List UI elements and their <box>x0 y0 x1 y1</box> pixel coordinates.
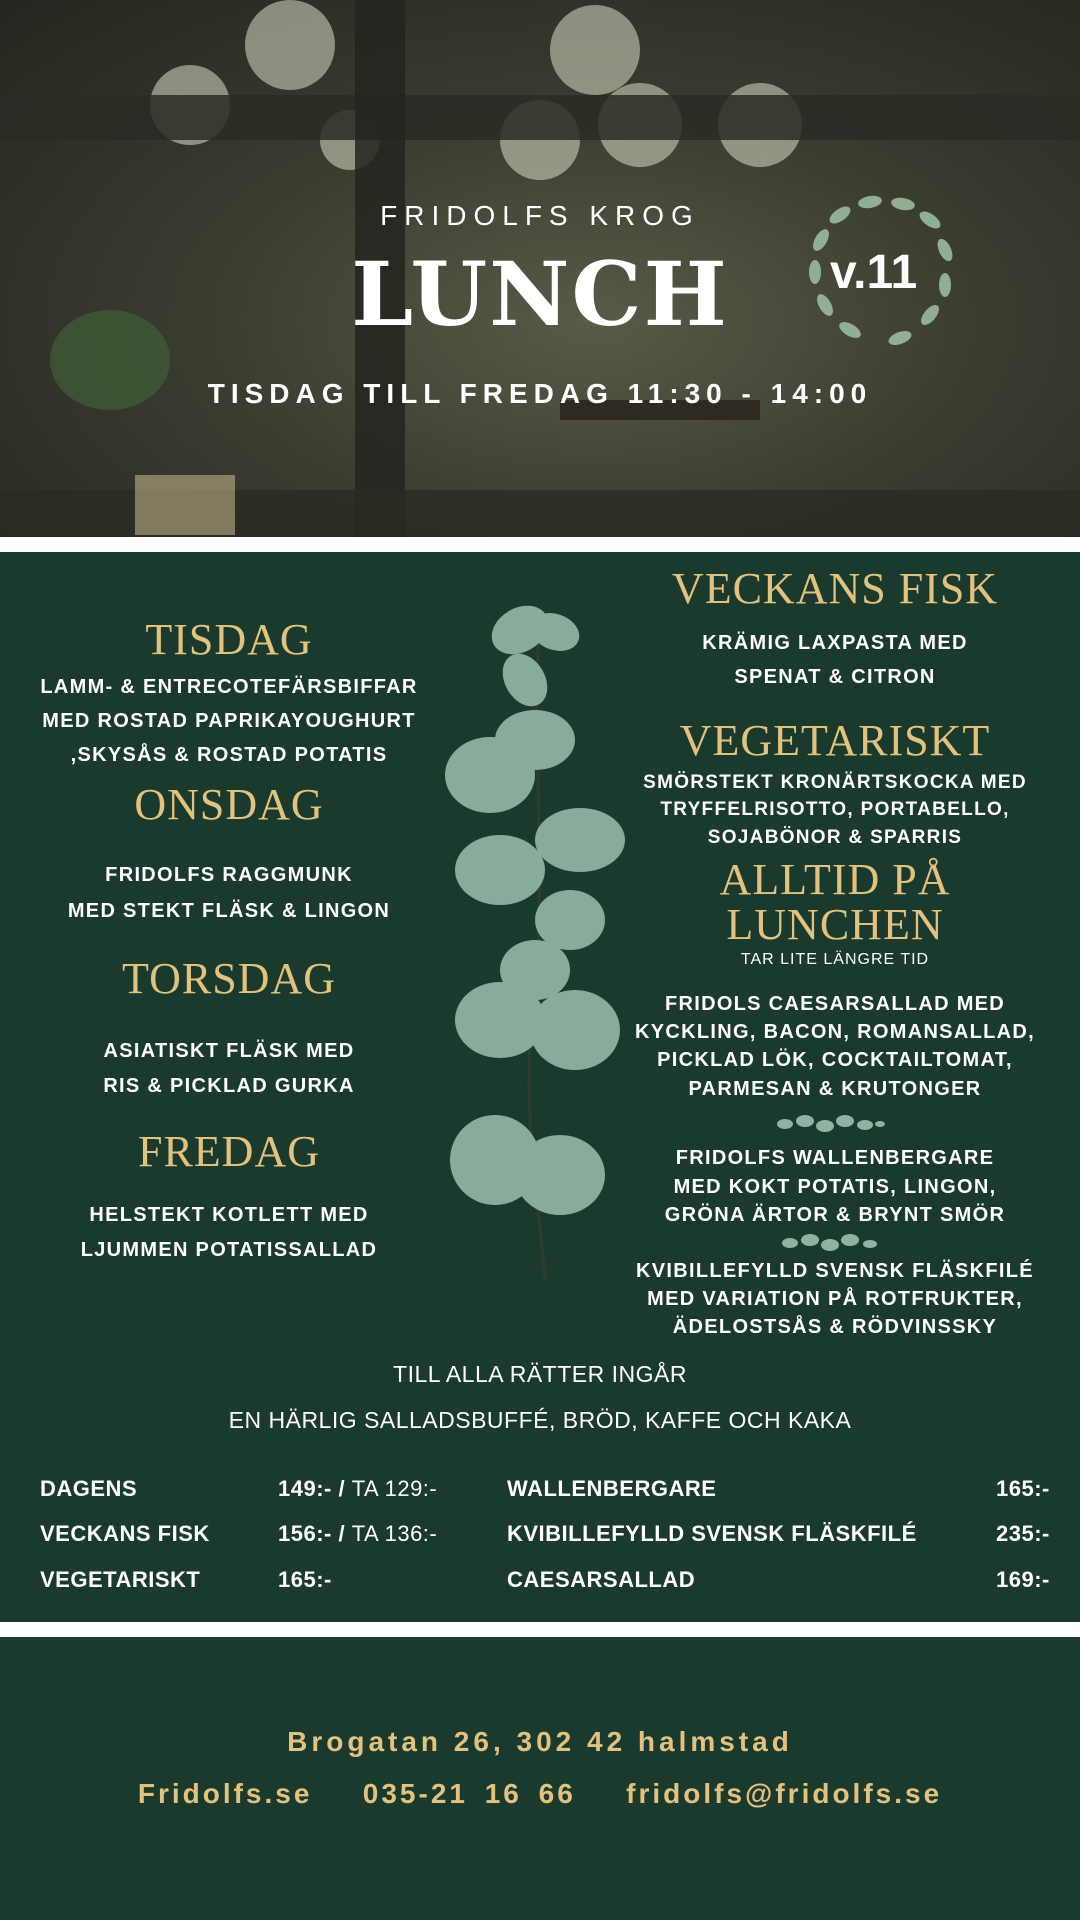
dish-line: FRIDOLFS WALLENBERGARE <box>675 1147 995 1169</box>
dish-line: KYCKLING, BACON, ROMANSALLAD, <box>635 1021 1035 1043</box>
dish-line: FRIDOLS CAESARSALLAD MED <box>664 993 1006 1015</box>
brand-name: FRIDOLFS KROG <box>380 200 700 231</box>
divider <box>0 537 1080 552</box>
dish-line: ÄDELOSTSÅS & RÖDVINSSKY <box>672 1316 998 1338</box>
dish-line: GRÖNA ÄRTOR & BRYNT SMÖR <box>664 1204 1006 1226</box>
website-link[interactable]: Fridolfs.se <box>137 1778 313 1809</box>
dish-line: MED KOKT POTATIS, LINGON, <box>673 1176 997 1198</box>
dish-line: SMÖRSTEKT KRONÄRTSKOCKA MED <box>643 772 1027 793</box>
dish-line: TRYFFELRISOTTO, PORTABELLO, <box>660 799 1010 820</box>
dish-line: RIS & PICKLAD GURKA <box>103 1075 355 1097</box>
price-item-name: VEGETARISKT <box>40 1567 201 1592</box>
price-item-name: CAESARSALLAD <box>507 1567 696 1592</box>
dish-line: LAMM- & ENTRECOTEFÄRSBIFFAR <box>40 676 418 698</box>
dish-line: PICKLAD LÖK, COCKTAILTOMAT, <box>657 1049 1013 1071</box>
price-item-name: DAGENS <box>40 1476 138 1501</box>
day-heading-torsdag: TORSDAG <box>121 954 337 1003</box>
dish-line: ,SKYSÅS & ROSTAD POTATIS <box>70 744 388 766</box>
always-note: TAR LITE LÄNGRE TID <box>740 951 930 968</box>
price-value <box>278 1523 437 1545</box>
included-items: EN HÄRLIG SALLADSBUFFÉ, BRÖD, KAFFE OCH KAKA <box>228 1407 852 1433</box>
divider <box>0 1622 1080 1637</box>
included-heading: TILL ALLA RÄTTER INGÅR <box>393 1361 687 1387</box>
price-item-name: KVIBILLEFYLLD SVENSK FLÄSKFILÉ <box>507 1521 917 1546</box>
dish-line: SOJABÖNOR & SPARRIS <box>707 827 963 848</box>
price: 149:- / <box>278 1476 346 1501</box>
contact-line <box>138 1778 942 1810</box>
day-heading-onsdag: ONSDAG <box>134 780 324 829</box>
sprig-divider-icon <box>770 1112 890 1136</box>
always-heading: ALLTID PÅ <box>719 855 951 904</box>
opening-hours: TISDAG TILL FREDAG 11:30 - 14:00 <box>207 378 873 409</box>
phone-number[interactable]: 035-21 16 66 <box>362 1778 576 1809</box>
dish-line: SPENAT & CITRON <box>734 666 936 688</box>
day-heading-fredag: FREDAG <box>137 1127 321 1176</box>
lunch-title: LUNCH <box>351 242 729 346</box>
eucalyptus-branch-icon <box>440 590 640 1290</box>
takeaway-price: TA 136:- <box>351 1521 438 1546</box>
always-heading: LUNCHEN <box>726 900 944 949</box>
dish-line: ASIATISKT FLÄSK MED <box>103 1040 355 1062</box>
sprig-divider-icon <box>775 1231 885 1255</box>
price-item-name: WALLENBERGARE <box>507 1476 717 1501</box>
email-link[interactable]: fridolfs@fridolfs.se <box>626 1778 943 1809</box>
takeaway-price: TA 129:- <box>351 1476 438 1501</box>
price-value: 169:- <box>996 1567 1050 1592</box>
dish-line: HELSTEKT KOTLETT MED <box>89 1204 369 1226</box>
dish-line: MED VARIATION PÅ ROTFRUKTER, <box>647 1288 1023 1310</box>
price-item-name: VECKANS FISK <box>40 1521 210 1546</box>
fish-heading: VECKANS FISK <box>671 564 999 613</box>
price-value: 165:- <box>996 1476 1050 1501</box>
dish-line: PARMESAN & KRUTONGER <box>688 1078 982 1100</box>
price-value <box>278 1478 437 1500</box>
week-number: v.11 <box>830 246 918 299</box>
address: Brogatan 26, 302 42 halmstad <box>287 1726 793 1757</box>
price-value: 235:- <box>996 1521 1050 1546</box>
veg-heading: VEGETARISKT <box>679 716 991 765</box>
dish-line: KRÄMIG LAXPASTA MED <box>702 632 968 654</box>
dish-line: MED STEKT FLÄSK & LINGON <box>67 900 391 922</box>
restaurant-photo <box>0 0 1080 537</box>
dish-line: MED ROSTAD PAPRIKAYOUGHURT <box>42 710 416 732</box>
day-heading-tisdag: TISDAG <box>145 615 313 664</box>
dish-line: FRIDOLFS RAGGMUNK <box>105 864 353 886</box>
price-value: 165:- <box>278 1567 332 1592</box>
price: 156:- / <box>278 1521 346 1546</box>
dish-line: LJUMMEN POTATISSALLAD <box>80 1239 378 1261</box>
dish-line: KVIBILLEFYLLD SVENSK FLÄSKFILÉ <box>636 1260 1034 1282</box>
